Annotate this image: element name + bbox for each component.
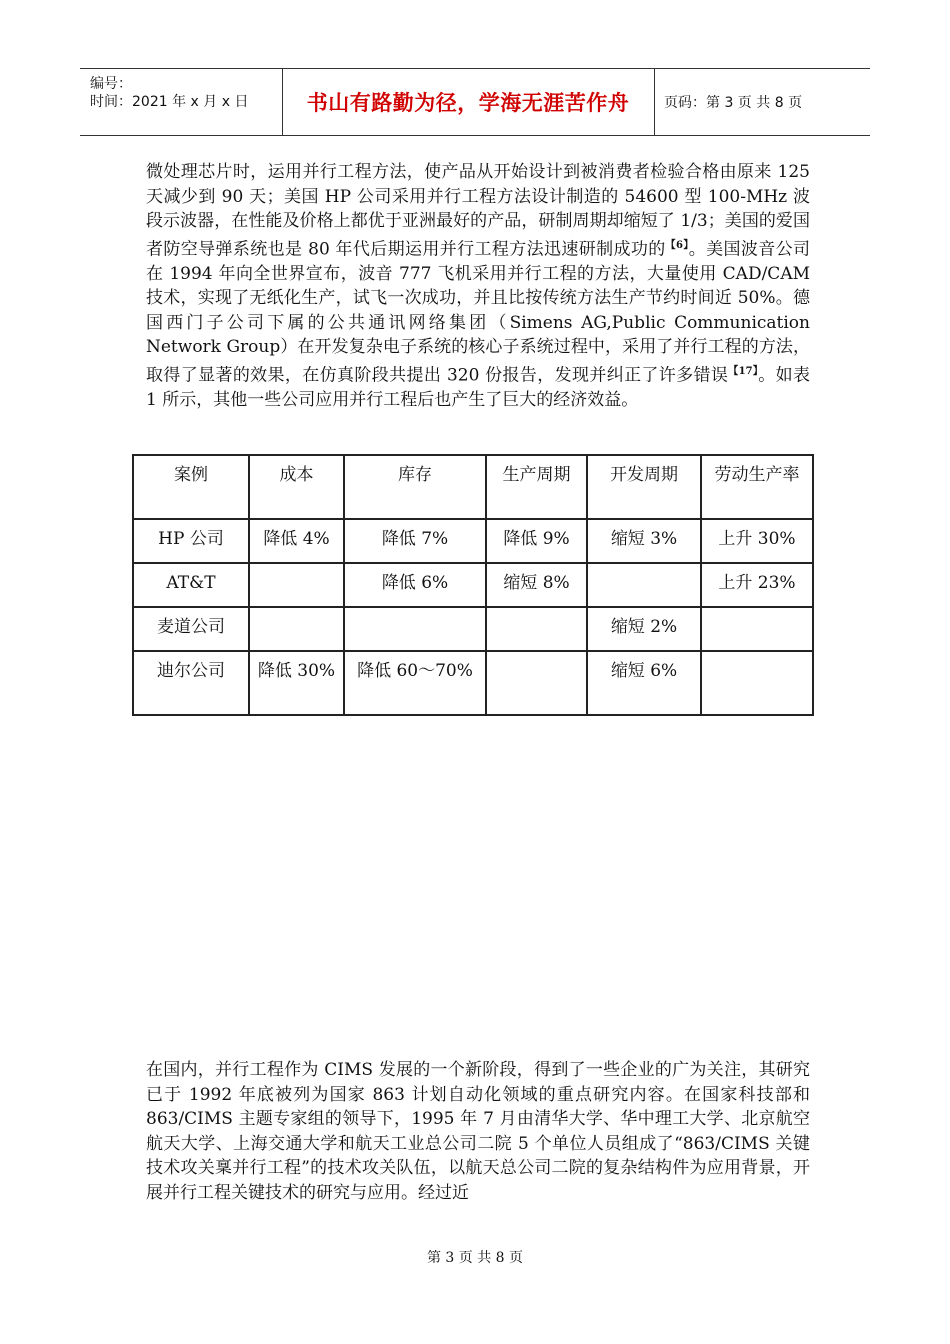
paragraph1-text-c: 。如表 1 所示，其他一些公司应用并行工程后也产生了巨大的经济效益。 — [146, 365, 810, 410]
table-cell: 降低 4% — [249, 519, 344, 563]
table-header-cell: 成本 — [249, 455, 344, 519]
paragraph1-text-a: 微处理芯片时，运用并行工程方法，使产品从开始设计到被消费者检验合格由原来 125 天减少到 90 天；美国 HP 公司采用并行工程方法设计制造的 54600 型 100-MHz 波段示波器，在性能及价格上都优于亚洲最好的产品，研制周期却缩短了 1/3；美国的爱国者防空导弹系统也是 80 年代后期运用并行工程方法迅速研制成功的 — [146, 162, 810, 260]
table-row — [133, 651, 813, 715]
table-header-cell: 生产周期 — [486, 455, 587, 519]
table-cell: 降低 9% — [486, 519, 587, 563]
table-cell — [486, 651, 587, 715]
header-page-info: 页码：第 3 页 共 8 页 — [664, 95, 803, 111]
table-cell: HP 公司 — [133, 519, 249, 563]
table-header-cell: 开发周期 — [587, 455, 701, 519]
table-row — [133, 563, 813, 607]
page-header — [80, 68, 870, 136]
table-cell — [486, 607, 587, 651]
table-cell: 缩短 3% — [587, 519, 701, 563]
header-time-label: 时间：2021 年 x 月 x 日 — [90, 94, 249, 110]
paragraph1-text-b: 。美国波音公司在 1994 年向全世界宣布，波音 777 飞机采用并行工程的方法，大量使用 CAD/CAM 技术，实现了无纸化生产，试飞一次成功，并且比按传统方法生产节约时间近 50%。德国西门子公司下属的公共通讯网络集团（Simens AG,Public Communication Network Group）在开发复杂电子系统的核心子系统过程中，采用了并行工程的方法，取得了显著的效果，在仿真阶段共提出 320 份报告，发现并纠正了许多错误 — [146, 239, 810, 386]
table-cell: 缩短 6% — [587, 651, 701, 715]
reference-6: 【6】 — [665, 239, 689, 251]
table-cell — [249, 607, 344, 651]
header-motto: 书山有路勤为径，学海无涯苦作舟 — [306, 91, 630, 115]
table-cell: 降低 6% — [344, 563, 486, 607]
table-header-row — [133, 455, 813, 519]
table-cell: 麦道公司 — [133, 607, 249, 651]
table-cell — [249, 563, 344, 607]
table-row — [133, 519, 813, 563]
header-motto-cell — [282, 69, 655, 135]
header-number-label: 编号： — [90, 76, 132, 92]
table-row — [133, 607, 813, 651]
table-cell: AT&T — [133, 563, 249, 607]
table-cell — [701, 651, 813, 715]
table-cell: 缩短 2% — [587, 607, 701, 651]
header-meta — [80, 69, 283, 135]
table-cell: 降低 60～70% — [344, 651, 486, 715]
table-cell — [701, 607, 813, 651]
table-cell: 上升 23% — [701, 563, 813, 607]
table-cell: 上升 30% — [701, 519, 813, 563]
body-paragraph-1 — [146, 160, 810, 412]
table-cell: 缩短 8% — [486, 563, 587, 607]
table-header-cell: 劳动生产率 — [701, 455, 813, 519]
table-header-cell: 库存 — [344, 455, 486, 519]
table-cell — [587, 563, 701, 607]
table-header-cell: 案例 — [133, 455, 249, 519]
table-cell — [344, 607, 486, 651]
benefit-table — [132, 454, 814, 716]
table-cell: 降低 7% — [344, 519, 486, 563]
body-paragraph-2: 在国内，并行工程作为 CIMS 发展的一个新阶段，得到了一些企业的广为关注，其研究已于 1992 年底被列为国家 863 计划自动化领域的重点研究内容。在国家科技部和 863/CIMS 主题专家组的领导下，1995 年 7 月由清华大学、华中理工大学、北京航空航天大学、上海交通大学和航天工业总公司二院 5 个单位人员组成了“863/CIMS 关键技术攻关稟并行工程”的技术攻关队伍，以航天总公司二院的复杂结构件为应用背景，开展并行工程关键技术的研究与应用。经过近 — [146, 1060, 810, 1203]
reference-17: 【17】 — [728, 365, 759, 377]
table-cell: 降低 30% — [249, 651, 344, 715]
page-footer: 第 3 页 共 8 页 — [426, 1250, 524, 1266]
table-cell: 迪尔公司 — [133, 651, 249, 715]
